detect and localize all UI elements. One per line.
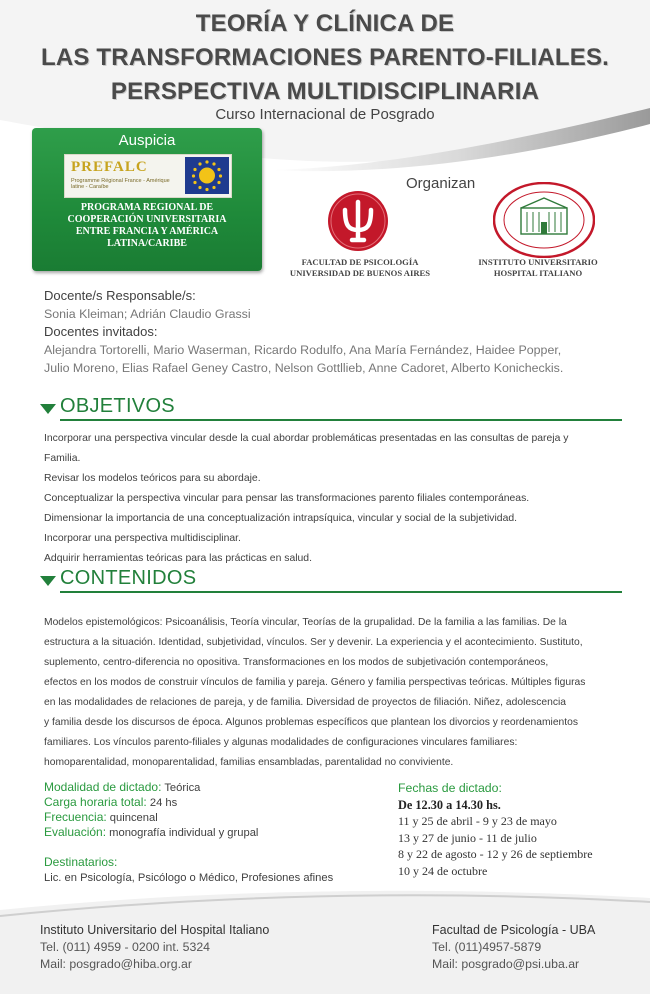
modalidad-value: Teórica (161, 782, 201, 794)
contenidos-body (44, 613, 618, 773)
auspicia-text-line: ENTRE FRANCIA Y AMÉRICA (75, 226, 219, 237)
contact-mail[interactable]: Mail: posgrado@hiba.org.ar (40, 957, 192, 971)
auspicia-label: Auspicia (118, 132, 176, 149)
contact-tel: Tel. (011)4957-5879 (432, 940, 542, 954)
carga-value: 24 hs (146, 797, 178, 809)
contenido-line: familiares. Los vínculos parento-filiales y algunas modalidades de configuraciones vinculares familiares: (44, 737, 518, 748)
docentes-responsables-label: Docente/s Responsable/s: (44, 288, 196, 303)
title-line-2: LAS TRANSFORMACIONES PARENTO-FILIALES. (40, 44, 610, 71)
contenido-line: estructura a la situación. Identidad, subjetividad, vínculos. Ser y devenir. La experiencia y el acontecimiento. Sustituto, (44, 637, 583, 648)
fechas-label: Fechas de dictado: (398, 781, 502, 795)
frecuencia-label: Frecuencia: (44, 810, 107, 824)
objetivo-line: Incorporar una perspectiva multidisciplinar. (44, 533, 241, 544)
docentes-invitados-line: Julio Moreno, Elias Rafael Geney Castro, Nelson Gottllieb, Anne Cadoret, Alberto Konicheckis. (44, 361, 564, 375)
title-line-1: TEORÍA Y CLÍNICA DE (195, 10, 455, 37)
carga-label: Carga horaria total: (44, 795, 147, 809)
contenido-line: suplemento, centro-diferencia no opositiva. Transformaciones en los modos de subjetivación contemporáneos, (44, 657, 549, 668)
subtitle: Curso Internacional de Posgrado (215, 106, 435, 123)
prefalc-logo-name: PREFALC (71, 159, 148, 175)
evaluacion-row (44, 825, 374, 840)
auspicia-text (42, 202, 252, 250)
docentes-section (44, 287, 604, 377)
evaluacion-value: monografía individual y grupal (106, 827, 259, 839)
objetivo-line: Familia. (44, 453, 81, 464)
contenidos-title: CONTENIDOS (60, 567, 197, 589)
contenido-line: homoparentalidad, monoparentalidad, familias ensambladas, parentalidad no conviviente. (44, 757, 454, 768)
objetivo-line: Revisar los modelos teóricos para su abordaje. (44, 473, 261, 484)
contenido-line: efectos en los modos de construir vínculos de familia y pareja. Género y familia perspectivas teóricas. Múltiples figuras (44, 677, 586, 688)
prefalc-logo (64, 154, 232, 198)
prefalc-logo-subtext: Programme Régional France - Amérique latine - Caraïbe (71, 178, 170, 190)
org-caption-line: INSTITUTO UNIVERSITARIO (478, 257, 598, 267)
objetivo-line: Adquirir herramientas teóricas para las prácticas en salud. (44, 553, 312, 564)
objetivos-title: OBJETIVOS (60, 395, 175, 417)
contact-facultad (432, 922, 595, 973)
fecha-line: 10 y 24 de octubre (398, 863, 488, 878)
contact-name: Facultad de Psicología - UBA (432, 923, 596, 937)
contenidos-header (40, 567, 622, 593)
fechas-horario: De 12.30 a 14.30 hs. (398, 797, 501, 812)
arrow-down-icon (40, 576, 56, 586)
organizan-label: Organizan (406, 175, 476, 192)
fecha-line: 11 y 25 de abril - 9 y 23 de mayo (398, 814, 557, 828)
auspicia-text-line: LATINA/CARIBE (107, 238, 187, 249)
org-caption-line: UNIVERSIDAD DE BUENOS AIRES (289, 268, 431, 278)
objetivos-header (40, 395, 622, 421)
psi-logo-icon (327, 190, 389, 252)
contact-mail[interactable]: Mail: posgrado@psi.uba.ar (432, 957, 580, 971)
contenido-line: Modelos epistemológicos: Psicoanálisis, Teoría vincular, Teorías de la grupalidad. De la familia a las familias. De la (44, 617, 567, 628)
docentes-invitados-line: Alejandra Tortorelli, Mario Waserman, Ricardo Rodulfo, Ana María Fernández, Haidee Popper, (44, 343, 562, 357)
modalidad-row (44, 780, 374, 795)
hospital-italiano-seal-icon (493, 182, 595, 258)
evaluacion-label: Evaluación: (44, 825, 107, 839)
docentes-responsables: Sonia Kleiman; Adrián Claudio Grassi (44, 307, 251, 321)
auspicia-panel (32, 128, 262, 271)
objetivos-body (44, 429, 618, 569)
section-divider (60, 419, 622, 421)
frecuencia-row (44, 810, 374, 825)
course-info (44, 780, 374, 840)
contact-name: Instituto Universitario del Hospital Italiano (40, 923, 270, 937)
org-hospital-caption (458, 257, 618, 279)
auspicia-text-line: PROGRAMA REGIONAL DE (80, 202, 214, 213)
arrow-down-icon (40, 404, 56, 414)
fecha-line: 13 y 27 de junio - 11 de julio (398, 830, 537, 845)
fechas-section (398, 780, 638, 879)
modalidad-label: Modalidad de dictado: (44, 780, 162, 794)
contenido-line: y familia desde los discursos de época. Algunos problemas específicos que plantean los divorcios y reordenamientos (44, 717, 579, 728)
fecha-line: 8 y 22 de agosto - 12 y 26 de septiembre (398, 847, 593, 861)
auspicia-text-line: COOPERACIÓN UNIVERSITARIA (67, 214, 227, 225)
carga-row (44, 795, 374, 810)
org-caption-line: HOSPITAL ITALIANO (493, 268, 583, 278)
frecuencia-value: quincenal (106, 812, 158, 824)
objetivo-line: Incorporar una perspectiva vincular desde la cual abordar problemáticas presentadas en las consultas de pareja y (44, 433, 569, 444)
contact-hospital (40, 922, 269, 973)
org-caption-line: FACULTAD DE PSICOLOGÍA (301, 257, 419, 267)
objetivo-line: Dimensionar la importancia de una conceptualización intrapsíquica, vincular y social de la subjetividad. (44, 513, 518, 524)
org-psicologia-caption (280, 257, 440, 279)
docentes-invitados-label: Docentes invitados: (44, 324, 158, 339)
title-line-3: PERSPECTIVA MULTIDISCIPLINARIA (110, 78, 540, 105)
contenido-line: en las modalidades de relaciones de pareja, y de familia. Diversidad de proyectos de filiación. Niñez, adolescencia (44, 697, 567, 708)
eu-stars-icon (185, 157, 229, 194)
destinatarios-value: Lic. en Psicología, Psicólogo o Médico, Profesiones afines (44, 872, 334, 884)
objetivo-line: Conceptualizar la perspectiva vincular para pensar las transformaciones parento filiales contemporáneas. (44, 493, 530, 504)
contact-tel: Tel. (011) 4959 - 0200 int. 5324 (40, 940, 210, 954)
destinatarios-label: Destinatarios: (44, 855, 118, 869)
section-divider (60, 591, 622, 593)
